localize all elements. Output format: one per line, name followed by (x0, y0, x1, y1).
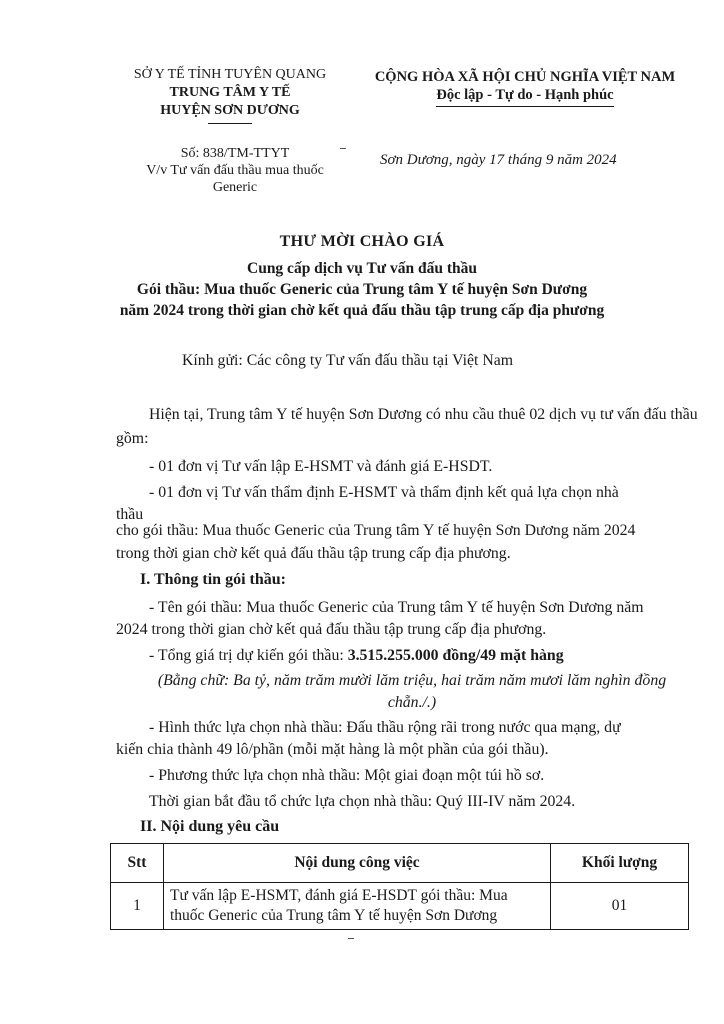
header-volume: Khối lượng (551, 844, 689, 883)
intro-paragraph: Hiện tại, Trung tâm Y tế huyện Sơn Dương có nhu cầu thuê 02 dịch vụ tư vấn đấu thầu gồm: (116, 406, 698, 447)
org-underline (208, 123, 252, 124)
table-header-row (111, 844, 689, 883)
header-stt: Stt (111, 844, 164, 883)
cell-stt: 1 (111, 883, 164, 930)
selection-form-line2: kiến chia thành 49 lô/phần (mỗi mặt hàng là một phần của gói thầu). (116, 741, 549, 758)
document-date: Sơn Dương, ngày 17 tháng 9 năm 2024 (380, 152, 617, 168)
org-name-line2 (160, 102, 300, 120)
cell-content (164, 883, 551, 930)
package-paragraph-line2: trong thời gian chờ kết quả đấu thầu tập trung cấp địa phương. (116, 545, 511, 562)
value-in-words-line2: chẵn./.) (387, 694, 437, 711)
service-item-1: - 01 đơn vị Tư vấn lập E-HSMT và đánh giá E-HSDT. (149, 458, 493, 475)
document-reference (120, 145, 350, 196)
selection-form-line1: - Hình thức lựa chọn nhà thầu: Đấu thầu rộng rãi trong nước qua mạng, dự (149, 719, 621, 736)
ministry-name: SỞ Y TẾ TỈNH TUYÊN QUANG (133, 67, 327, 82)
package-name-line2: 2024 trong thời gian chờ kết quả đấu thầu tập trung cấp địa phương. (116, 621, 547, 638)
requirements-table (110, 843, 689, 930)
section-2-heading: II. Nội dung yêu cầu (140, 818, 280, 835)
subtitle-line3: năm 2024 trong thời gian chờ kết quả đấu thầu tập trung cấp địa phương (119, 302, 605, 319)
cell-content-line1: Tư vấn lập E-HSMT, đánh giá E-HSDT gói thầu: Mua (170, 887, 508, 904)
selection-start-time: Thời gian bắt đầu tổ chức lựa chọn nhà thầu: Quý III-IV năm 2024. (149, 793, 576, 810)
cell-content-line2: thuốc Generic của Trung tâm Y tế huyện Sơn Dương (170, 907, 498, 924)
package-paragraph-line1: cho gói thầu: Mua thuốc Generic của Trung tâm Y tế huyện Sơn Dương năm 2024 (116, 522, 636, 539)
subject-line2: Generic (212, 180, 258, 195)
org-name-line1: TRUNG TÂM Y TẾ (169, 85, 291, 100)
table-row (111, 883, 689, 930)
recipient: Kính gửi: Các công ty Tư vấn đấu thầu tại Việt Nam (182, 352, 514, 369)
selection-method: - Phương thức lựa chọn nhà thầu: Một giai đoạn một túi hồ sơ. (149, 767, 545, 784)
header-national (345, 68, 705, 104)
service-item-2: - 01 đơn vị Tư vấn thẩm định E-HSMT và thẩm định kết quả lựa chọn nhà (149, 484, 619, 501)
package-name-line1: - Tên gói thầu: Mua thuốc Generic của Trung tâm Y tế huyện Sơn Dương năm (149, 599, 644, 616)
package-value-amount: 3.515.255.000 đồng/49 mặt hàng (347, 647, 564, 664)
package-value-label: - Tổng giá trị dự kiến gói thầu: (149, 647, 348, 664)
document-number: Số: 838/TM-TTYT (180, 146, 290, 161)
org-name-line2-text: HUYỆN SƠN DƯƠNG (160, 103, 300, 118)
cell-volume: 01 (551, 883, 689, 930)
national-motto: Độc lập - Tự do - Hạnh phúc (436, 87, 614, 103)
header-organization (100, 66, 360, 120)
value-in-words-line1: (Bằng chữ: Ba tỷ, năm trăm mười lăm triệu, hai trăm năm mươi lăm nghìn đồng (157, 672, 667, 689)
document-title: THƯ MỜI CHÀO GIÁ (279, 233, 445, 250)
package-value (149, 645, 564, 667)
subject-line1: V/v Tư vấn đấu thầu mua thuốc (146, 163, 324, 178)
subtitle-line1: Cung cấp dịch vụ Tư vấn đấu thầu (247, 260, 477, 277)
subtitle-line2: Gói thầu: Mua thuốc Generic của Trung tâm Y tế huyện Sơn Dương (136, 281, 588, 298)
section-1-heading: I. Thông tin gói thầu: (140, 571, 286, 588)
mark-dash-bottom (348, 938, 354, 939)
header-content: Nội dung công việc (164, 844, 551, 883)
service-item-2-cont: thầu (116, 506, 144, 523)
country-name: CỘNG HÒA XÃ HỘI CHỦ NGHĨA VIỆT NAM (374, 69, 676, 85)
